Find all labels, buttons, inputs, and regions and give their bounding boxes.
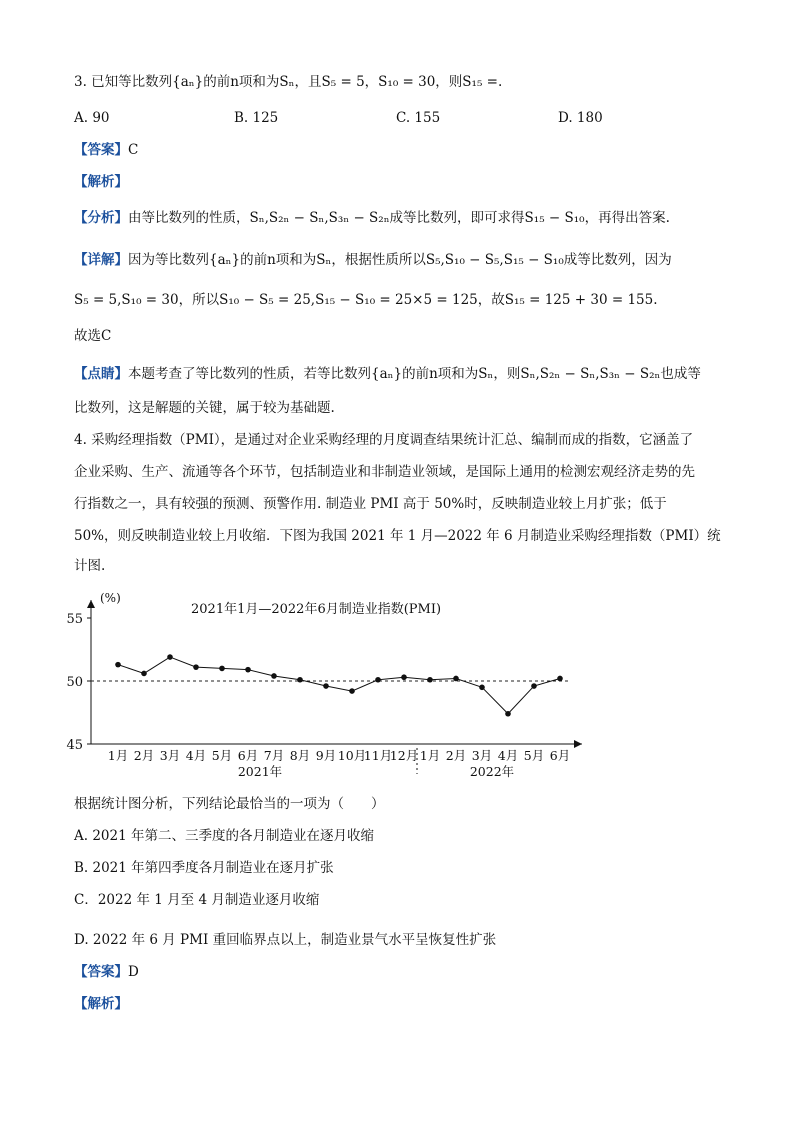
q4-option-d: D. 2022 年 6 月 PMI 重回临界点以上，制造业景气水平呈恢复性扩张 <box>74 932 497 948</box>
q3-comment-line-2: 比数列，这是解题的关键，属于较为基础题. <box>74 400 335 416</box>
x-tick-label: 1月 <box>419 748 441 763</box>
chart-title: 2021年1月—2022年6月制造业指数(PMI) <box>191 602 442 617</box>
analysis-label: 【解析】 <box>74 174 128 190</box>
answer-value: C <box>128 142 139 158</box>
data-point <box>531 683 537 689</box>
data-point <box>167 654 173 660</box>
data-point <box>505 711 511 717</box>
data-point <box>479 685 485 691</box>
data-point <box>193 664 199 670</box>
detail-text-1: 因为等比数列{aₙ}的前n项和为Sₙ，根据性质所以S₅,S₁₀ − S₅,S₁₅ − S₁₀成等比数列，因为 <box>128 252 672 268</box>
detail-label: 【详解】 <box>74 252 128 268</box>
q3-option-d: D. 180 <box>558 110 603 126</box>
comment-label: 【点睛】 <box>74 366 128 382</box>
q3-detail-line-1 <box>74 250 672 270</box>
x-tick-label: 10月 <box>337 748 367 763</box>
data-point <box>557 676 563 682</box>
answer-label: 【答案】 <box>74 142 128 158</box>
y-tick-label: 50 <box>66 675 83 690</box>
fenxi-label: 【分析】 <box>74 210 128 226</box>
answer-label: 【答案】 <box>74 964 128 980</box>
q4-answer <box>74 962 139 982</box>
q4-analysis-heading <box>74 994 128 1014</box>
q4-stem-line-5: 计图. <box>74 558 106 574</box>
q3-comment-line-1 <box>74 364 701 384</box>
data-point <box>323 683 329 689</box>
analysis-label: 【解析】 <box>74 996 128 1012</box>
q4-question: 根据统计图分析，下列结论最恰当的一项为（ ） <box>74 796 385 812</box>
q4-stem-line-1: 4. 采购经理指数（PMI），是通过对企业采购经理的月度调查结果统计汇总、编制而成的指数，它涵盖了 <box>74 432 694 448</box>
x-tick-label: 9月 <box>315 748 337 763</box>
q3-option-c: C. 155 <box>396 110 441 126</box>
x-axis-arrow <box>574 740 582 748</box>
q3-conclusion: 故选C <box>74 328 112 344</box>
data-point <box>375 677 381 683</box>
q4-option-b: B. 2021 年第四季度各月制造业在逐月扩张 <box>74 860 334 876</box>
q4-stem-line-4: 50%，则反映制造业较上月收缩．下图为我国 2021 年 1 月—2022 年 6 月制造业采购经理指数（PMI）统 <box>74 528 721 544</box>
q4-option-c: C．2022 年 1 月至 4 月制造业逐月收缩 <box>74 892 320 908</box>
x-tick-label: 5月 <box>211 748 233 763</box>
y-tick-label: 45 <box>66 738 83 753</box>
x-tick-label: 12月 <box>389 748 419 763</box>
fenxi-text: 由等比数列的性质，Sₙ,S₂ₙ − Sₙ,S₃ₙ − S₂ₙ成等比数列，即可求得S₁₅ − S₁₀，再得出答案. <box>128 210 670 226</box>
x-tick-label: 3月 <box>159 748 181 763</box>
x-tick-label: 1月 <box>107 748 129 763</box>
q3-stem: 3. 已知等比数列{aₙ}的前n项和为Sₙ，且S₅ = 5，S₁₀ = 30，则S₁₅ =. <box>74 74 503 90</box>
q3-option-b: B. 125 <box>234 110 279 126</box>
data-point <box>219 666 225 672</box>
x-tick-label: 6月 <box>237 748 259 763</box>
year-label-2022: 2022年 <box>469 764 515 779</box>
data-point <box>297 677 303 683</box>
y-axis-arrow <box>87 600 95 608</box>
answer-value: D <box>128 964 139 980</box>
x-tick-label: 2月 <box>445 748 467 763</box>
data-point <box>141 671 147 677</box>
series-line <box>118 657 560 714</box>
q4-stem-line-2: 企业采购、生产、流通等各个环节，包括制造业和非制造业领域，是国际上通用的检测宏观经济走势的先 <box>74 464 695 480</box>
x-tick-label: 11月 <box>363 748 393 763</box>
data-point <box>115 662 121 668</box>
data-point <box>271 673 277 679</box>
data-point <box>349 688 355 694</box>
x-tick-label: 4月 <box>497 748 519 763</box>
data-point <box>453 676 459 682</box>
q3-fenxi <box>74 208 670 228</box>
x-tick-label: 7月 <box>263 748 285 763</box>
data-point <box>245 667 251 673</box>
data-point <box>427 677 433 683</box>
comment-text-1: 本题考查了等比数列的性质，若等比数列{aₙ}的前n项和为Sₙ，则Sₙ,S₂ₙ − Sₙ,S₃ₙ − S₂ₙ也成等 <box>128 366 701 382</box>
q3-option-a: A. 90 <box>74 110 110 126</box>
x-tick-label: 8月 <box>289 748 311 763</box>
q3-detail-line-2: S₅ = 5,S₁₀ = 30，所以S₁₀ − S₅ = 25,S₁₅ − S₁₀ = 25×5 = 125，故S₁₅ = 125 + 30 = 155. <box>74 292 658 308</box>
x-tick-label: 6月 <box>549 748 571 763</box>
y-tick-label: 55 <box>66 612 83 627</box>
x-tick-label: 4月 <box>185 748 207 763</box>
data-point <box>401 674 407 680</box>
x-tick-label: 5月 <box>523 748 545 763</box>
x-tick-label: 3月 <box>471 748 493 763</box>
year-label-2021: 2021年 <box>237 764 283 779</box>
x-tick-label: 2月 <box>133 748 155 763</box>
pmi-line-chart <box>60 586 600 786</box>
q4-option-a: A. 2021 年第二、三季度的各月制造业在逐月收缩 <box>74 828 374 844</box>
q3-analysis-heading <box>74 172 128 192</box>
q4-stem-line-3: 行指数之一，具有较强的预测、预警作用. 制造业 PMI 高于 50%时，反映制造业较上月扩张；低于 <box>74 496 667 512</box>
q3-answer <box>74 140 138 160</box>
y-axis-label: (%) <box>100 591 121 605</box>
